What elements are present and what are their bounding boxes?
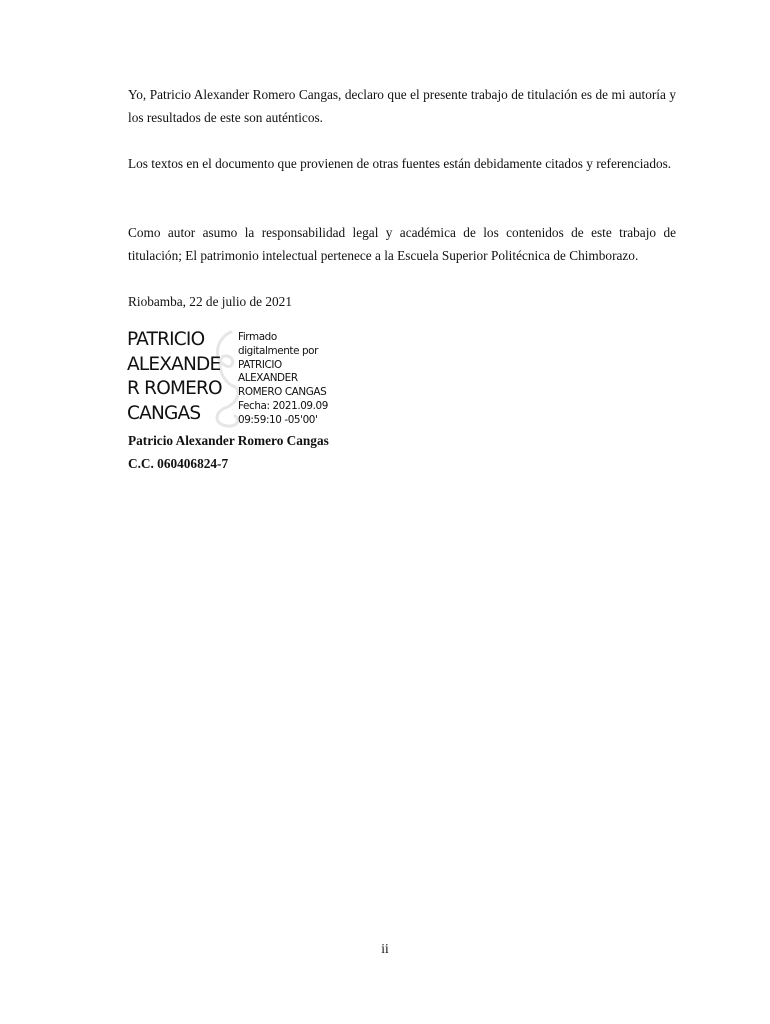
- digital-signature-block: [127, 328, 367, 432]
- signature-detail-line: PATRICIO: [238, 358, 282, 371]
- signature-detail-line: Fecha: 2021.09.09: [238, 399, 328, 412]
- signature-name-line: PATRICIO: [127, 329, 205, 350]
- signer-id-number: C.C. 060406824-7: [128, 456, 229, 471]
- signature-detail-line: ALEXANDER: [238, 372, 298, 385]
- declaration-paragraph-authorship: Yo, Patricio Alexander Romero Cangas, declaro que el presente trabajo de titulación es de mi autoría y los resultados de este son auténticos.: [128, 87, 676, 125]
- page-number: ii: [381, 941, 389, 956]
- declaration-paragraph-citations: Los textos en el documento que provienen de otras fuentes están debidamente citados y referenciados.: [128, 156, 672, 171]
- signature-detail-line: digitalmente por: [238, 344, 318, 357]
- place-and-date: Riobamba, 22 de julio de 2021: [128, 294, 292, 309]
- signature-detail-line: Firmado: [238, 331, 277, 343]
- signature-name-line: R ROMERO: [127, 378, 222, 399]
- signature-name-lines: [127, 328, 222, 426]
- declaration-paragraph-responsibility: Como autor asumo la responsabilidad legal y académica de los contenidos de este trabajo de titulación; El patrimonio intelectual pertenece a la Escuela Superior Politécnica de Chimborazo.: [128, 225, 676, 263]
- signature-name-line: ALEXANDE: [127, 353, 221, 375]
- signature-detail-line: ROMERO CANGAS: [238, 386, 327, 399]
- signer-name: Patricio Alexander Romero Cangas: [128, 433, 329, 448]
- signature-details: [238, 331, 328, 428]
- signature-detail-line: 09:59:10 -05'00': [238, 413, 318, 426]
- signature-name-line: CANGAS: [127, 402, 201, 424]
